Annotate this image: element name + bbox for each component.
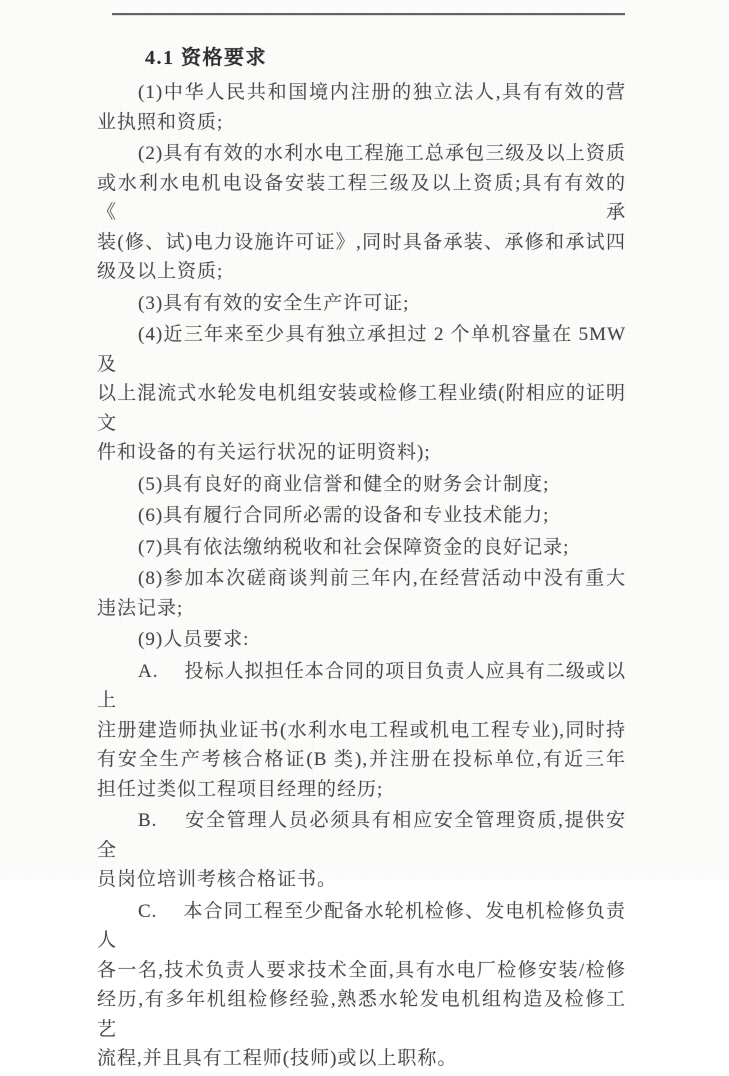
text-line: (3)具有有效的安全生产许可证;	[138, 292, 410, 314]
text-line: 以上混流式水轮发电机组安装或检修工程业绩(附相应的证明文	[97, 383, 626, 434]
text-line: 或水利水电机电设备安装工程三级及以上资质;具有有效的《承	[97, 172, 626, 223]
requirement-item-2	[97, 139, 626, 287]
requirement-item-3	[97, 289, 626, 319]
text-line: 经历,有多年机组检修经验,熟悉水轮发电机组构造及检修工艺	[97, 989, 626, 1040]
text-line: (1)中华人民共和国境内注册的独立法人,具有有效的营	[138, 82, 626, 103]
text-line: 担任过类似工程项目经理的经历;	[97, 778, 384, 800]
requirement-item-1	[97, 78, 626, 137]
text-line: 业执照和资质;	[97, 111, 224, 133]
personnel-item-a	[97, 657, 626, 805]
text-line: (7)具有依法缴纳税收和社会保障资金的良好记录;	[138, 536, 570, 558]
text-line: 流程,并且具有工程师(技师)或以上职称。	[97, 1048, 458, 1069]
text-line: (5)具有良好的商业信誉和健全的财务会计制度;	[138, 473, 550, 495]
requirement-item-5	[97, 470, 626, 500]
text-line: (4)近三年来至少具有独立承担过 2 个单机容量在 5MW 及	[97, 324, 626, 375]
personnel-item-c	[97, 897, 626, 1074]
text-line: 有安全生产考核合格证(B 类),并注册在投标单位,有近三年	[97, 749, 626, 770]
requirement-item-8	[97, 564, 626, 623]
text-line: A. 投标人拟担任本合同的项目负责人应具有二级或以上	[97, 660, 626, 711]
text-line: 各一名,技术负责人要求技术全面,具有水电厂检修安装/检修	[97, 959, 626, 981]
requirement-item-6	[97, 501, 626, 531]
text-line: (9)人员要求:	[138, 629, 250, 650]
document-content	[97, 42, 626, 1076]
page-header-rule	[112, 13, 625, 15]
text-line: (6)具有履行合同所必需的设备和专业技术能力;	[138, 505, 550, 526]
personnel-item-b	[97, 806, 626, 895]
text-line: 级及以上资质;	[97, 261, 224, 282]
text-line: 件和设备的有关运行状况的证明资料);	[97, 442, 431, 463]
text-line: 装(修、试)电力设施许可证》,同时具备承装、承修和承试四	[97, 231, 626, 253]
requirement-item-4	[97, 320, 626, 468]
section-title: 4.1 资格要求	[145, 47, 267, 69]
text-line: 违法记录;	[97, 597, 184, 619]
text-line: C. 本合同工程至少配备水轮机检修、发电机检修负责人	[97, 900, 626, 951]
text-line: B. 安全管理人员必须具有相应安全管理资质,提供安全	[97, 810, 626, 861]
text-line: 注册建造师执业证书(水利水电工程或机电工程专业),同时持	[97, 719, 626, 741]
text-line: 员岗位培训考核合格证书。	[97, 869, 338, 890]
text-line: (8)参加本次磋商谈判前三年内,在经营活动中没有重大	[138, 568, 626, 589]
requirement-item-7	[97, 533, 626, 563]
text-line: (2)具有有效的水利水电工程施工总承包三级及以上资质	[138, 143, 626, 164]
requirement-item-9	[97, 625, 626, 655]
